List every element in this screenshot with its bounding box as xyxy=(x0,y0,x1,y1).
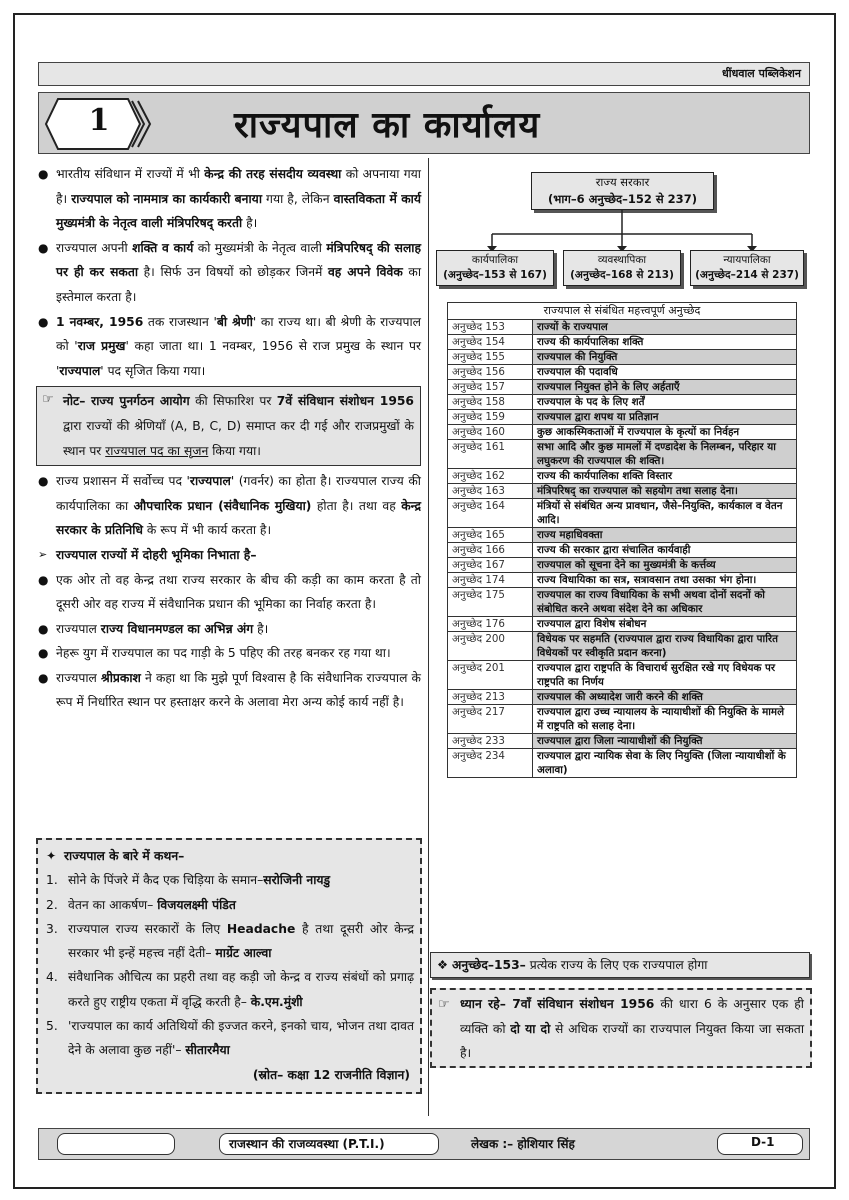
note-box xyxy=(36,386,421,466)
article-subject: राज्य की सरकार द्वारा संचालित कार्यवाही xyxy=(533,543,797,558)
diagram-branch-judiciary xyxy=(690,250,804,286)
article-subject: राज्यपाल द्वारा उच्च न्यायालय के न्यायाधीशों की नियुक्ति के मामले में राष्ट्रपति को सलाह देना। xyxy=(533,705,797,734)
article-row xyxy=(448,410,797,425)
article-row xyxy=(448,632,797,661)
bullet-highest-post xyxy=(36,469,421,543)
article-row xyxy=(448,734,797,749)
article-subject: राज्य विधायिका का सत्र, सत्रावसान तथा उसका भंग होना। xyxy=(533,573,797,588)
text: की सिफारिश पर xyxy=(189,394,277,409)
bullet-dot-icon: ● xyxy=(38,240,49,255)
quote-text: 'राज्यपाल का कार्य अतिथियों की इज्जत करने, इनको चाय, भोजन तथा दावत देने के अलावा कुछ नहीं'– xyxy=(68,1019,414,1058)
quote-author: सरोजिनी नायडु xyxy=(263,873,331,888)
article-row xyxy=(448,588,797,617)
article-number: अनुच्छेद 156 xyxy=(448,365,533,380)
article-subject: राज्यपाल की अध्यादेश जारी करने की शक्ति xyxy=(533,690,797,705)
article-number: अनुच्छेद 165 xyxy=(448,528,533,543)
article-row xyxy=(448,528,797,543)
bullet-b-category-state xyxy=(36,310,421,384)
diagram-branch-legislature xyxy=(563,250,681,286)
left-column xyxy=(36,162,421,715)
text-bold: (स्रोत– कक्षा 12 राजनीति विज्ञान) xyxy=(252,1067,410,1082)
article-row xyxy=(448,335,797,350)
branch-subtitle: (अनुच्छेद–153 से 167) xyxy=(443,269,547,281)
articles-table-body xyxy=(448,320,797,778)
article-subject: राज्यपाल के पद के लिए शर्तें xyxy=(533,395,797,410)
publisher-name: धींधवाल पब्लिकेशन xyxy=(721,67,801,80)
article-subject: सभा आदि और कुछ मामलों में दण्डादेश के निलम्बन, परिहार या लघुकरण की राज्यपाल की शक्ति। xyxy=(533,440,797,469)
text-bold: राज्यपाल xyxy=(189,474,231,489)
bullet-legislature-part xyxy=(36,617,421,642)
quote-item xyxy=(46,893,414,917)
branch-title: न्यायपालिका xyxy=(723,254,771,266)
bullet-dot-icon: ● xyxy=(38,572,49,587)
text: का इस्तेमाल करता है। xyxy=(56,265,422,304)
quote-number: 5. xyxy=(46,1019,58,1034)
text: के रूप में भी कार्य करता है। xyxy=(142,523,272,538)
article-row xyxy=(448,705,797,734)
article-subject: विधेयक पर सहमति (राज्यपाल द्वारा राज्य विधायिका द्वारा पारित विधेयकों पर स्वीकृति प्रदान करना) xyxy=(533,632,797,661)
article-number: अनुच्छेद 233 xyxy=(448,734,533,749)
text-bold: ध्यान रहे– 7वाँ संविधान संशोधन 1956 xyxy=(460,997,655,1011)
bullet-dot-icon: ● xyxy=(38,670,49,685)
article-subject: राज्यपाल नियुक्त होने के लिए अर्हताएँ xyxy=(533,380,797,395)
quotes-box xyxy=(36,838,422,1094)
diagram-root-node xyxy=(531,172,714,210)
text: राज्य प्रशासन में सर्वोच्च पद ' xyxy=(56,474,190,489)
text: नेहरू युग में राज्यपाल का पद गाड़ी के 5 पहिए की तरह बनकर रह गया था। xyxy=(56,646,391,661)
article-subject: राज्यपाल का राज्य विधायिका के सभी अथवा दोनों सदनों को संबोधित करने अथवा संदेश देने का अधिकार xyxy=(533,588,797,617)
articles-table xyxy=(447,302,797,778)
article-153-box xyxy=(430,952,810,978)
text: ' का राज्य था। बी श्रेणी के राज्यपाल को ' xyxy=(56,314,421,354)
article-number: अनुच्छेद 200 xyxy=(448,632,533,661)
article-number: अनुच्छेद 162 xyxy=(448,469,533,484)
page-number: D-1 xyxy=(751,1135,775,1149)
quote-text: राज्यपाल राज्य सरकारों के लिए xyxy=(68,921,227,936)
article-row xyxy=(448,365,797,380)
pointing-hand-icon: ☞ xyxy=(42,392,54,408)
article-row xyxy=(448,617,797,632)
article-row xyxy=(448,484,797,499)
text: है। सिर्फ उन विषयों को छोड़कर जिनमें xyxy=(138,265,328,280)
article-subject: राज्यपाल द्वारा शपथ या प्रतिज्ञान xyxy=(533,410,797,425)
text: ' कहा जाता था। 1 नवम्बर, 1956 से राज प्रमुख के स्थान पर ' xyxy=(56,339,421,378)
article-row xyxy=(448,320,797,335)
text-bold: औपचारिक प्रधान (संवैधानिक मुखिया) xyxy=(133,498,312,513)
article-row xyxy=(448,690,797,705)
text-bold: अनुच्छेद–153– xyxy=(451,958,526,972)
bullet-federal-system xyxy=(36,162,421,236)
article-number: अनुच्छेद 213 xyxy=(448,690,533,705)
quote-item xyxy=(46,917,414,966)
article-subject: राज्यपाल की नियुक्ति xyxy=(533,350,797,365)
text: किया गया। xyxy=(208,443,261,458)
branch-subtitle: (अनुच्छेद–214 से 237) xyxy=(695,269,799,281)
quote-author: सीतारमैया xyxy=(185,1043,230,1058)
text-bold: केन्द्र सरकार के प्रतिनिधि xyxy=(56,498,422,538)
diagram-root-subtitle: (भाग–6 अनुच्छेद–152 से 237) xyxy=(548,192,697,206)
chapter-number: 1 xyxy=(88,103,110,138)
article-number: अनुच्छेद 201 xyxy=(448,661,533,690)
branch-title: व्यवस्थापिका xyxy=(597,254,647,266)
article-number: अनुच्छेद 161 xyxy=(448,440,533,469)
arrow-right-icon: ➢ xyxy=(38,547,48,561)
text: को अपनाया गया है। xyxy=(56,167,421,206)
text: भारतीय संविधान में राज्यों में भी xyxy=(56,167,205,181)
article-row xyxy=(448,395,797,410)
quote-text: संवैधानिक औचित्य का प्रहरी तथा वह कड़ी जो केन्द्र व राज्य संबंधों को प्रगाढ़ करते हुए राष्ट्रीय एकता में वृद्धि करती है– xyxy=(68,970,414,1009)
text-bold: राज्य विधानमण्डल का अभिन्न अंग xyxy=(100,621,254,636)
text: राज्यपाल xyxy=(56,621,101,636)
article-subject: राज्यपाल द्वारा जिला न्यायाधीशों की नियुक्ति xyxy=(533,734,797,749)
text: होता है। तथा वह xyxy=(311,498,402,513)
bullet-dot-icon: ● xyxy=(38,474,49,489)
text-bold: दो या दो xyxy=(510,1021,551,1036)
bullet-nehru-era xyxy=(36,641,421,666)
text-bold: नोट– राज्य पुनर्गठन आयोग xyxy=(63,394,190,409)
article-number: अनुच्छेद 163 xyxy=(448,484,533,499)
quote-author: के.एम.मुंशी xyxy=(250,994,303,1009)
article-subject: राज्यपाल की पदावधि xyxy=(533,365,797,380)
text-bold: वह अपने विवेक xyxy=(327,265,403,280)
bullet-governor-powers xyxy=(36,236,421,310)
pointing-hand-icon: ☞ xyxy=(438,997,450,1012)
text-bold: राज्यपाल राज्यों में दोहरी भूमिका निभाता है– xyxy=(56,547,257,562)
bullet-dot-icon: ● xyxy=(38,621,49,636)
text: तक राजस्थान ' xyxy=(143,314,217,329)
article-row xyxy=(448,350,797,365)
diagram-connectors xyxy=(430,208,830,256)
quote-text: वेतन का आकर्षण– xyxy=(68,897,158,912)
text: है। xyxy=(242,216,258,231)
text: की धारा 6 के अनुसार एक ही व्यक्ति को xyxy=(460,997,804,1036)
text-bold: राज्यपाल को नाममात्र का कार्यकारी बनाया xyxy=(71,191,263,206)
text-bold: श्रीप्रकाश xyxy=(101,670,141,685)
text: राज्यपाल अपनी xyxy=(56,240,133,255)
chapter-header xyxy=(38,92,810,154)
quote-item xyxy=(46,868,414,892)
article-row xyxy=(448,573,797,588)
text-bold: राज्यपाल के बारे में कथन– xyxy=(64,849,185,863)
column-divider xyxy=(428,158,429,1116)
article-number: अनुच्छेद 154 xyxy=(448,335,533,350)
article-subject: मंत्रिपरिषद् का राज्यपाल को सहयोग तथा सलाह देना। xyxy=(533,484,797,499)
bullet-dot-icon: ● xyxy=(38,167,49,181)
quote-item xyxy=(46,1014,414,1063)
publisher-bar xyxy=(38,62,810,86)
bullet-dot-icon: ● xyxy=(38,646,49,661)
diagram-branch-executive xyxy=(436,250,554,286)
article-number: अनुच्छेद 167 xyxy=(448,558,533,573)
article-number: अनुच्छेद 166 xyxy=(448,543,533,558)
text: से अधिक राज्यों का राज्यपाल नियुक्त किया जा सकता है। xyxy=(460,1021,805,1060)
footer-book-title: राजस्थान की राजव्यवस्था (P.T.I.) xyxy=(229,1137,385,1151)
article-subject: कुछ आकस्मिकताओं में राज्यपाल के कृत्यों का निर्वहन xyxy=(533,425,797,440)
text: एक ओर तो वह केन्द्र तथा राज्य सरकार के बीच की कड़ी का काम करता है तो दूसरी ओर वह राज्य में संवैधानिक प्रधान की भूमिका का निर्वाह करता है। xyxy=(56,572,421,612)
quote-text: है तथा दूसरी ओर केन्द्र सरकार भी इन्हें महत्त्व नहीं देती– xyxy=(68,921,414,961)
article-subject: राज्यपाल द्वारा विशेष संबोधन xyxy=(533,617,797,632)
article-number: अनुच्छेद 160 xyxy=(448,425,533,440)
article-number: अनुच्छेद 164 xyxy=(448,499,533,528)
article-subject: राज्यपाल द्वारा न्यायिक सेवा के लिए नियुक्ति (जिला न्यायाधीशों के अलावा) xyxy=(533,749,797,778)
article-subject: राज्यों के राज्यपाल xyxy=(533,320,797,335)
article-row xyxy=(448,425,797,440)
text: ने कहा था कि मुझे पूर्ण विश्वास है कि संवैधानिक राज्यपाल के रूप में निर्धारित स्थान पर हस्ताक्षर करने के अलावा मेरा अन्य कोई कार्य नहीं है। xyxy=(56,670,421,710)
text-bold: वास्तविकता में कार्य मुख्यमंत्री के नेतृत्व वाली मंत्रिपरिषद् करती xyxy=(56,191,421,231)
article-row xyxy=(448,440,797,469)
articles-table-caption: राज्यपाल से संबंधित महत्त्वपूर्ण अनुच्छेद xyxy=(447,302,797,319)
quote-text-bold: Headache xyxy=(226,921,296,936)
branch-title: कार्यपालिका xyxy=(471,254,519,266)
bullet-shriprakash xyxy=(36,666,421,715)
article-row xyxy=(448,469,797,484)
quote-author: मार्ग्रेट आल्वा xyxy=(215,946,272,961)
article-row xyxy=(448,749,797,778)
text-bold: शक्ति व कार्य xyxy=(132,240,194,255)
footer-bar xyxy=(38,1128,810,1160)
text-underlined: राज्यपाल पद का सृजन xyxy=(105,443,209,458)
footer-author: लेखक :– होशियार सिंह xyxy=(471,1137,575,1151)
article-number: अनुच्छेद 174 xyxy=(448,573,533,588)
quote-item xyxy=(46,965,414,1014)
bullet-dot-icon: ● xyxy=(38,314,49,329)
text: है। xyxy=(253,621,269,636)
text-bold: 7वें संविधान संशोधन 1956 xyxy=(276,394,414,409)
article-subject: राज्य की कार्यपालिका शक्ति विस्तार xyxy=(533,469,797,484)
article-number: अनुच्छेद 157 xyxy=(448,380,533,395)
diamond-cross-icon: ❖ xyxy=(437,958,449,972)
chapter-badge xyxy=(44,97,154,151)
article-subject: मंत्रियों से संबंधित अन्य प्रावधान, जैसे–नियुक्ति, कार्यकाल व वेतन आदि। xyxy=(533,499,797,528)
text: प्रत्येक राज्य के लिए एक राज्यपाल होगा xyxy=(525,958,708,972)
footer-pill-left xyxy=(57,1133,175,1155)
branch-subtitle: (अनुच्छेद–168 से 213) xyxy=(570,269,674,281)
text-bold: 1 नवम्बर, 1956 xyxy=(56,314,144,329)
text-bold: राज्यपाल xyxy=(59,363,101,378)
quote-number: 3. xyxy=(46,921,58,936)
article-number: अनुच्छेद 176 xyxy=(448,617,533,632)
quote-author: विजयलक्ष्मी पंडित xyxy=(157,897,236,912)
article-row xyxy=(448,543,797,558)
article-number: अनुच्छेद 158 xyxy=(448,395,533,410)
article-number: अनुच्छेद 175 xyxy=(448,588,533,617)
article-number: अनुच्छेद 155 xyxy=(448,350,533,365)
text-bold: राज प्रमुख xyxy=(77,339,126,354)
text: ' पद सृजित किया गया। xyxy=(100,363,206,378)
article-subject: राज्य महाधिवक्ता xyxy=(533,528,797,543)
article-row xyxy=(448,558,797,573)
arrow-dual-role xyxy=(36,543,421,568)
chapter-title: राज्यपाल का कार्यालय xyxy=(234,105,541,146)
text: को मुख्यमंत्री के नेतृत्व वाली xyxy=(193,240,327,255)
quotes-heading xyxy=(46,844,414,868)
bullet-link-center-state xyxy=(36,568,421,617)
text-bold: मंत्रिपरिषद् की सलाह पर ही कर सकता xyxy=(56,240,422,280)
article-row xyxy=(448,499,797,528)
remember-box xyxy=(430,988,812,1068)
text-bold: बी श्रेणी xyxy=(216,314,253,329)
quote-number: 2. xyxy=(46,897,58,912)
text: राज्यपाल xyxy=(56,670,102,685)
article-number: अनुच्छेद 217 xyxy=(448,705,533,734)
text-bold: केन्द्र की तरह संसदीय व्यवस्था xyxy=(204,167,342,181)
article-subject: राज्यपाल को सूचना देने का मुख्यमंत्री के कर्त्तव्य xyxy=(533,558,797,573)
four-point-star-icon: ✦ xyxy=(46,849,57,863)
article-number: अनुच्छेद 153 xyxy=(448,320,533,335)
text: गया है, लेकिन xyxy=(262,191,334,206)
quotes-source xyxy=(46,1063,414,1087)
quote-number: 4. xyxy=(46,970,58,985)
quote-number: 1. xyxy=(46,873,58,888)
article-subject: राज्य की कार्यपालिका शक्ति xyxy=(533,335,797,350)
article-row xyxy=(448,661,797,690)
diagram-root-title: राज्य सरकार xyxy=(595,175,650,189)
article-row xyxy=(448,380,797,395)
article-subject: राज्यपाल द्वारा राष्ट्रपति के विचारार्थ सुरक्षित रखे गए विधेयक पर राष्ट्रपति का निर्णय xyxy=(533,661,797,690)
text: ' (गवर्नर) का होता है। राज्यपाल राज्य की कार्यपालिका का xyxy=(56,474,421,513)
article-number: अनुच्छेद 234 xyxy=(448,749,533,778)
article-number: अनुच्छेद 159 xyxy=(448,410,533,425)
text: द्वारा राज्यों की श्रेणियाँ (A, B, C, D) समाप्त कर दी गई और राजप्रमुखों के स्थान पर xyxy=(63,418,414,458)
quote-text: सोने के पिंजरे में कैद एक चिड़िया के समान– xyxy=(68,873,264,888)
